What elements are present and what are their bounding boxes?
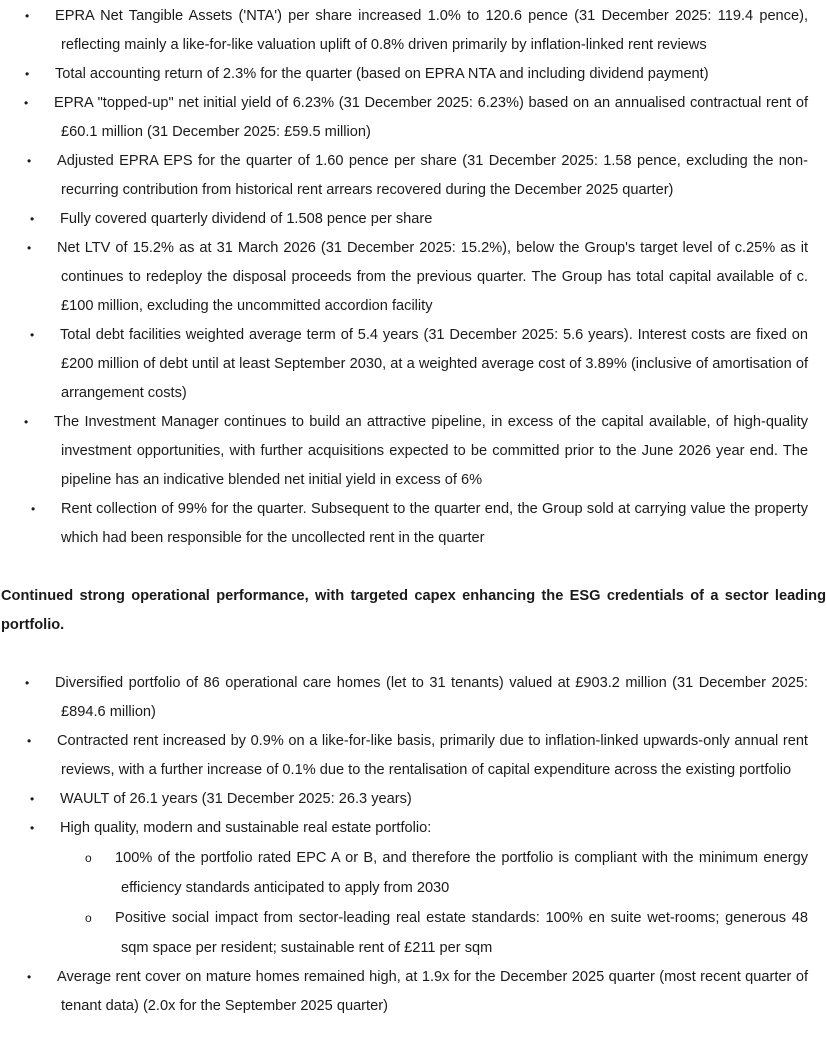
list-item (0, 234, 827, 321)
circle-bullet-icon: o (85, 851, 92, 865)
list-item-text: Adjusted EPRA EPS for the quarter of 1.60 pence per share (31 December 2025: 1.58 pence, excluding the non-recurring contribution from historical rent arrears recovered during the December 2025 quarter) (57, 153, 808, 198)
list-item: • EPRA Net Tangible Assets ('NTA') per share increased 1.0% to 120.6 pence (31 December 2025: 119.4 pence), reflecting mainly a like-for-like valuation uplift of 0.8% driven primarily by inflation-linked rent reviews (25, 8, 808, 53)
sub-list-item (0, 903, 827, 963)
bullet-icon: • (30, 212, 35, 226)
list-item-text: Rent collection of 99% for the quarter. Subsequent to the quarter end, the Group sold at carrying value the property which had been responsible for the uncollected rent in the quarter (61, 501, 808, 546)
bullet-icon: • (30, 328, 35, 342)
list-item (0, 495, 827, 553)
section-heading: Continued strong operational performance, with targeted capex enhancing the ESG credentials of a sector leading portfolio. (1, 588, 826, 633)
operational-highlights-list (0, 669, 827, 1021)
sub-list-item (0, 843, 827, 903)
list-item (0, 963, 827, 1021)
sub-list-item-text: 100% of the portfolio rated EPC A or B, and therefore the portfolio is compliant with the minimum energy efficiency standards anticipated to apply from 2030 (115, 850, 808, 896)
list-item (0, 147, 827, 205)
list-item-text: Total accounting return of 2.3% for the quarter (based on EPRA NTA and including dividend payment) (55, 66, 709, 82)
sub-list-item-text: Positive social impact from sector-leading real estate standards: 100% en suite wet-rooms; generous 48 sqm space per resident; sustainable rent of £211 per sqm (115, 910, 808, 956)
list-item (0, 321, 827, 408)
list-item-text: Net LTV of 15.2% as at 31 March 2026 (31 December 2025: 15.2%), below the Group's target level of c.25% as it continues to redeploy the disposal proceeds from the previous quarter. The Group has total capital available of c.£100 million, excluding the uncommitted accordion facility (57, 240, 808, 314)
portfolio-subpoints-list (0, 843, 827, 963)
bullet-icon: • (30, 792, 35, 806)
list-item (0, 814, 827, 963)
financial-highlights-list (0, 2, 827, 553)
list-item: • The Investment Manager continues to build an attractive pipeline, in excess of the capital available, of high-quality investment opportunities, with further acquisitions expected to be committed prior to the June 2026 year end. The pipeline has an indicative blended net initial yield in excess of 6% (24, 414, 808, 488)
list-item-text: Fully covered quarterly dividend of 1.508 pence per share (60, 211, 433, 227)
list-item-text: EPRA Net Tangible Assets ('NTA') per share increased 1.0% to 120.6 pence (31 December 2025: 119.4 pence), reflecting mainly a like-for-like valuation uplift of 0.8% driven primarily by inflation-linked rent reviews (55, 8, 808, 53)
list-item (0, 785, 827, 814)
list-item-text: Diversified portfolio of 86 operational care homes (let to 31 tenants) valued at £903.2 million (31 December 2025: £894.6 million) (55, 675, 808, 720)
list-item (0, 727, 827, 785)
bullet-icon: • (30, 821, 35, 835)
list-item: • Diversified portfolio of 86 operational care homes (let to 31 tenants) valued at £903.2 million (31 December 2025: £894.6 million) (25, 675, 808, 720)
list-item (0, 205, 827, 234)
list-item-text: WAULT of 26.1 years (31 December 2025: 26.3 years) (60, 791, 412, 807)
circle-bullet-icon: o (85, 911, 92, 925)
list-item-text: Average rent cover on mature homes remained high, at 1.9x for the December 2025 quarter (most recent quarter of tenant data) (2.0x for the September 2025 quarter) (57, 969, 808, 1014)
list-item-text: High quality, modern and sustainable real estate portfolio: (60, 820, 432, 836)
list-item-text: Contracted rent increased by 0.9% on a like-for-like basis, primarily due to inflation-linked upwards-only annual rent reviews, with a further increase of 0.1% due to the rentalisation of capital expenditure across the existing portfolio (57, 733, 808, 778)
list-item-text: The Investment Manager continues to build an attractive pipeline, in excess of the capital available, of high-quality investment opportunities, with further acquisitions expected to be committed prior to the June 2026 year end. The pipeline has an indicative blended net initial yield in excess of 6% (54, 414, 808, 488)
list-item: • Total accounting return of 2.3% for the quarter (based on EPRA NTA and including dividend payment) (25, 66, 709, 82)
list-item-text: Total debt facilities weighted average term of 5.4 years (31 December 2025: 5.6 years). Interest costs are fixed on £200 million of debt until at least September 2030, at a weighted average cost of 3.89% (inclusive of amortisation of arrangement costs) (60, 327, 808, 401)
list-item-text: EPRA "topped-up" net initial yield of 6.23% (31 December 2025: 6.23%) based on an annualised contractual rent of £60.1 million (31 December 2025: £59.5 million) (54, 95, 808, 140)
list-item: • EPRA "topped-up" net initial yield of 6.23% (31 December 2025: 6.23%) based on an annualised contractual rent of £60.1 million (31 December 2025: £59.5 million) (24, 95, 808, 140)
bullet-icon: • (31, 502, 36, 516)
document-page (0, 2, 827, 1021)
